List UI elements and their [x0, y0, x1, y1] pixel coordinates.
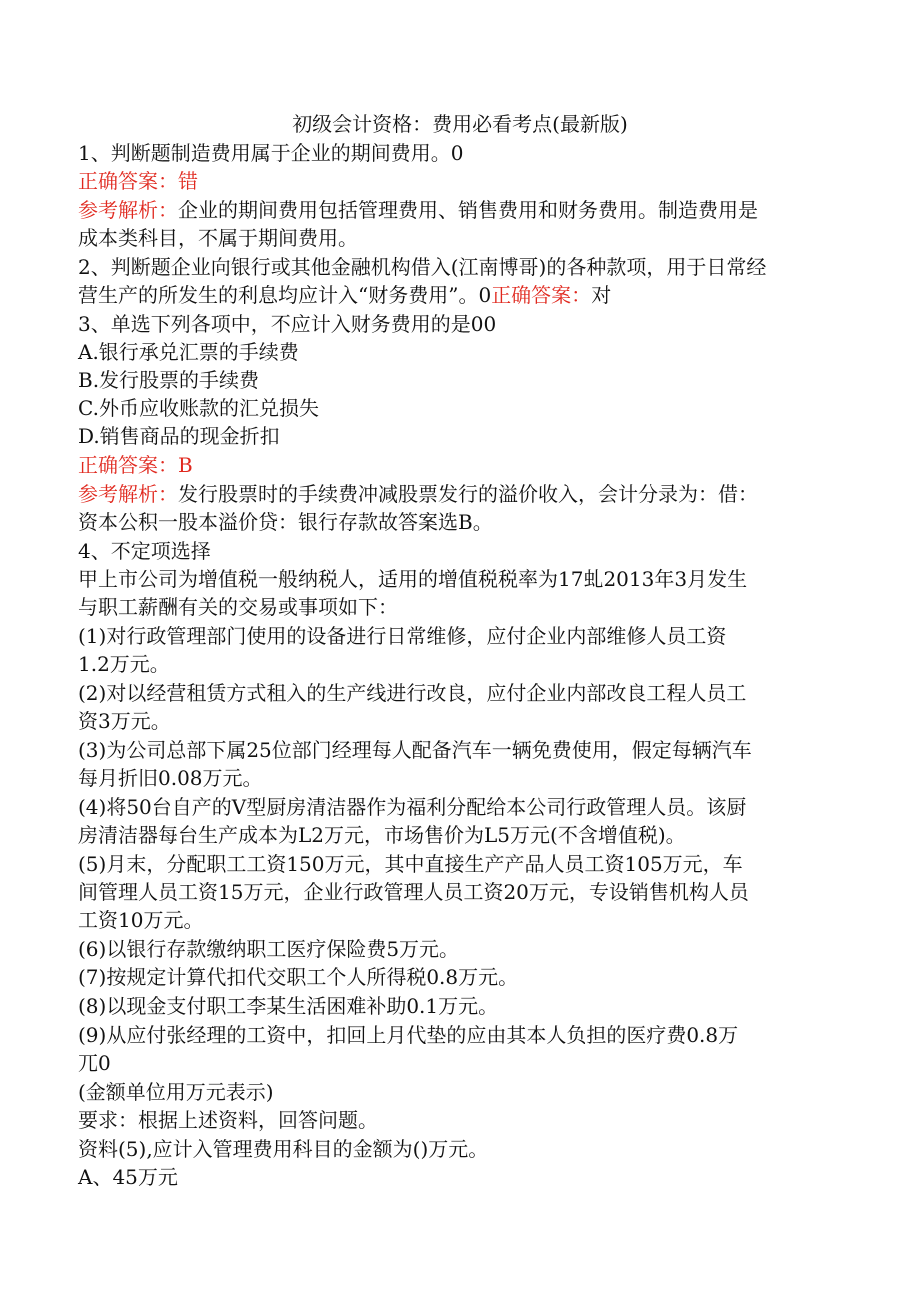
q4-item-line: (9)从应付张经理的工资中，扣回上月代垫的应由其本人负担的医疗费0.8万	[78, 1023, 739, 1047]
q4-item-line: 间管理人员工资15万元，企业行政管理人员工资20万元，专设销售机构人员	[78, 880, 749, 904]
q3-option-c: C.外币应收账款的汇兑损失	[78, 396, 319, 420]
q4-intro-line1: 甲上市公司为增值税一般纳税人，适用的增值税税率为17虬2013年3月发生	[78, 567, 748, 591]
q3-analysis-text: 发行股票时的手续费冲减股票发行的溢价收入，会计分录为：借：	[178, 482, 758, 506]
q1-question: 1、判断题制造费用属于企业的期间费用。0	[78, 141, 464, 165]
q3-analysis-label: 参考解析：	[78, 482, 178, 506]
q1-analysis-line2: 成本类科目，不属于期间费用。	[78, 226, 358, 250]
q4-item-line: 房清洁器每台生产成本为L2万元，市场售价为L5万元(不含增值税)。	[78, 823, 686, 847]
q4-item-line: (4)将50台自产的V型厨房清洁器作为福利分配给本公司行政管理人员。该厨	[78, 795, 747, 819]
q4-unit-note: (金额单位用万元表示)	[78, 1080, 274, 1104]
q4-intro-line2: 与职工薪酬有关的交易或事项如下：	[78, 595, 398, 619]
q4-item-line: (3)为公司总部下属25位部门经理每人配备汽车一辆免费使用，假定每辆汽车	[78, 738, 752, 762]
q3-answer-label: 正确答案：	[78, 453, 178, 477]
q2-answer-label: 正确答案：	[491, 283, 592, 307]
q3-answer: B	[178, 453, 193, 477]
q4-item-line: (1)对行政管理部门使用的设备进行日常维修，应付企业内部维修人员工资	[78, 624, 727, 648]
q3-option-b: B.发行股票的手续费	[78, 368, 260, 392]
q3-answer-line	[78, 451, 193, 479]
q1-analysis-text: 企业的期间费用包括管理费用、销售费用和财务费用。制造费用是	[178, 198, 758, 222]
q4-item-line: (5)月末，分配职工工资150万元，其中直接生产产品人员工资105万元，车	[78, 852, 743, 876]
q2-question-line2	[78, 281, 611, 309]
q3-analysis-line	[78, 480, 758, 508]
q2-question-line1: 2、判断题企业向银行或其他金融机构借入(江南博哥)的各种款项，用于日常经	[78, 255, 767, 279]
page-title: 初级会计资格：费用必看考点(最新版)	[292, 112, 628, 136]
q1-analysis-line	[78, 196, 758, 224]
q4-heading: 4、不定项选择	[78, 539, 211, 563]
q3-option-d: D.销售商品的现金折扣	[78, 424, 280, 448]
q1-analysis-label: 参考解析：	[78, 198, 178, 222]
q4-sub-question: 资料(5),应计入管理费用科目的金额为()万元。	[78, 1137, 489, 1161]
q3-question: 3、单选下列各项中，不应计入财务费用的是00	[78, 312, 497, 336]
q1-answer-label: 正确答案：	[78, 169, 178, 193]
q4-item-line: (8)以现金支付职工李某生活困难补助0.1万元。	[78, 994, 499, 1018]
q2-answer: 对	[591, 283, 612, 307]
q3-option-a: A.银行承兑汇票的手续费	[78, 340, 299, 364]
q4-item-line: 1.2万元。	[78, 652, 170, 676]
q2-question-text: 营生产的所发生的利息均应计入“财务费用”。0	[78, 283, 492, 307]
q4-item-line: 资3万元。	[78, 709, 171, 733]
q4-item-line: (6)以银行存款缴纳职工医疗保险费5万元。	[78, 937, 460, 961]
q4-item-line: (2)对以经营租赁方式租入的生产线进行改良，应付企业内部改良工程人员工	[78, 681, 747, 705]
q4-item-line: (7)按规定计算代扣代交职工个人所得税0.8万元。	[78, 965, 519, 989]
q3-analysis-line2: 资本公积一股本溢价贷：银行存款故答案选B。	[78, 510, 493, 534]
q1-answer-line	[78, 167, 198, 195]
q1-answer: 错	[178, 169, 198, 193]
q4-requirement: 要求：根据上述资料，回答问题。	[78, 1108, 378, 1132]
q4-item-line: 兀0	[78, 1051, 111, 1075]
q4-item-line: 工资10万元。	[78, 908, 204, 932]
q4-option-a: A、45万元	[78, 1165, 178, 1189]
q4-item-line: 每月折旧0.08万元。	[78, 766, 263, 790]
